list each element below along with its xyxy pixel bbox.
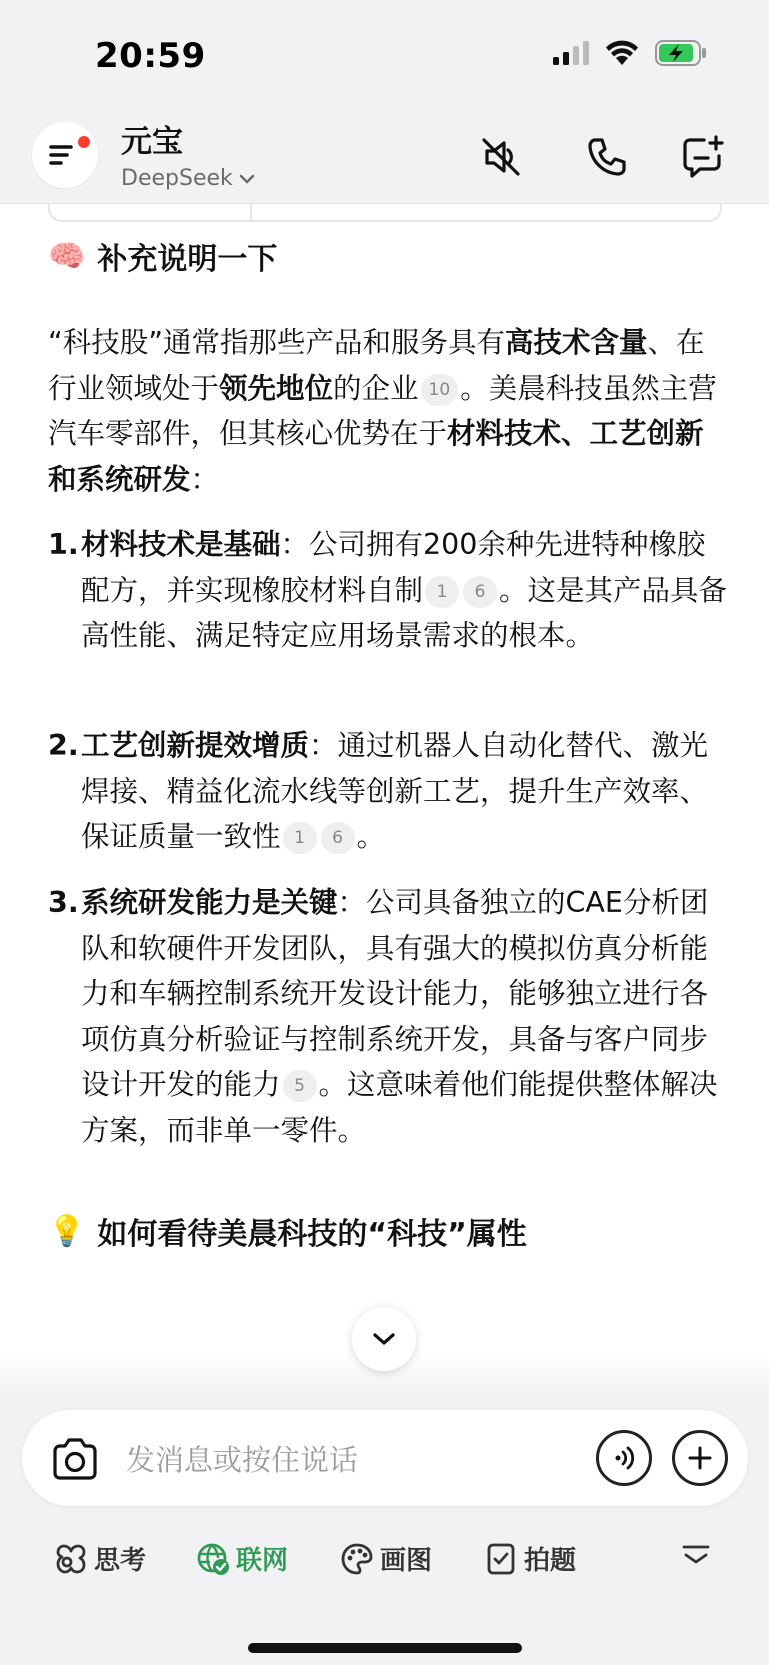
section-title: 补充说明一下 (97, 242, 278, 277)
text: ：公司具备独立的CAE分析团队和软硬件开发团队，具有强大的模拟仿真分析能力和车辆控制系统开发设计能力，能够独立进行各项仿真分析验证与控制系统开发，具备与客户同步设计开发的能力 (81, 886, 709, 1101)
chat-header (0, 110, 769, 204)
globe-check-icon (196, 1542, 230, 1576)
add-button[interactable] (672, 1430, 728, 1486)
model-name: DeepSeek (121, 166, 233, 191)
mute-button[interactable] (476, 132, 526, 182)
think-label: 思考 (94, 1546, 147, 1576)
bold-text: 高技术含量 (505, 326, 648, 359)
list-item (48, 880, 728, 1153)
cellular-signal-icon (553, 41, 589, 65)
bold-text: 材料技术是基础 (81, 528, 281, 561)
section-title: 如何看待美晨科技的“科技”属性 (97, 1217, 527, 1252)
intro-paragraph (48, 320, 728, 502)
collapse-toolbar-button[interactable] (680, 1540, 712, 1570)
text: 。美晨科技虽然主营汽车零部件，但其核心优势在于 (48, 371, 717, 450)
text: ： (190, 462, 220, 496)
web-search-label: 联网 (236, 1546, 289, 1576)
bold-text: 材料技术、工艺创新和系统研发 (48, 417, 704, 496)
menu-icon (48, 143, 82, 167)
app-title: 元宝 (121, 124, 183, 160)
list-number: 2. (48, 729, 79, 762)
think-toggle[interactable] (54, 1540, 146, 1577)
text: ：公司拥有200余种先进特种橡胶配方，并实现橡胶材料自制 (81, 528, 706, 607)
message-input-bar[interactable] (22, 1410, 748, 1506)
citation-badge[interactable]: 10 (421, 374, 459, 406)
text: 。这意味着他们能提供整体解决方案，而非单一零件。 (81, 1068, 718, 1147)
clock: 20:59 (95, 36, 206, 76)
section-heading (48, 1209, 527, 1253)
plus-icon (687, 1445, 713, 1471)
new-chat-icon (680, 134, 726, 180)
web-search-toggle[interactable] (196, 1540, 288, 1577)
new-chat-button[interactable] (678, 132, 728, 182)
text: 。 (356, 820, 386, 853)
bold-text: 领先地位 (219, 371, 334, 405)
text: “科技股”通常指那些产品和服务具有 (48, 326, 506, 359)
voice-button[interactable] (596, 1430, 652, 1486)
camera-icon (50, 1437, 100, 1481)
status-icons (553, 40, 707, 66)
battery-charging-icon (655, 40, 707, 66)
bold-text: 系统研发能力是关键 (81, 886, 338, 919)
citation-badge[interactable]: 6 (321, 822, 355, 854)
palette-icon (340, 1542, 374, 1576)
text: 、在行业领域处于 (48, 326, 705, 405)
chevron-down-icon (372, 1332, 396, 1346)
section-heading (48, 234, 277, 278)
list-item (48, 522, 728, 659)
home-indicator (248, 1643, 522, 1653)
notification-dot (78, 136, 90, 148)
wifi-icon (605, 40, 639, 66)
chevron-down-icon (239, 174, 255, 184)
text: 的企业 (333, 371, 419, 405)
photo-question-label: 拍题 (524, 1546, 577, 1576)
lightbulb-icon: 💡 (48, 1213, 86, 1249)
photo-question-toggle[interactable] (484, 1540, 576, 1577)
menu-button[interactable] (32, 122, 98, 188)
table-bottom-edge (48, 204, 722, 222)
model-selector[interactable] (121, 166, 255, 191)
collapse-icon (680, 1540, 712, 1570)
deep-think-icon (54, 1542, 88, 1576)
phone-icon (585, 135, 629, 179)
draw-label: 画图 (380, 1546, 433, 1576)
speaker-mute-icon (479, 135, 523, 179)
tool-bar (0, 1540, 769, 1590)
camera-button[interactable] (48, 1432, 102, 1486)
citation-badge[interactable]: 1 (283, 822, 317, 854)
citation-badge[interactable]: 6 (463, 576, 497, 608)
brain-icon: 🧠 (48, 238, 86, 274)
text: 。这是其产品具备高性能、满足特定应用场景需求的根本。 (81, 573, 728, 652)
bold-text: 工艺创新提效增质 (81, 729, 310, 762)
citation-badge[interactable]: 1 (425, 576, 459, 608)
voice-wave-icon (609, 1443, 639, 1473)
scroll-to-bottom-button[interactable] (352, 1307, 416, 1371)
list-number: 1. (48, 528, 79, 561)
list-item (48, 723, 728, 860)
document-check-icon (484, 1542, 518, 1576)
list-number: 3. (48, 886, 79, 919)
chat-content[interactable] (0, 204, 769, 1392)
draw-toggle[interactable] (340, 1540, 432, 1577)
status-bar (0, 0, 769, 110)
composer-area (0, 1392, 769, 1665)
text: ：通过机器人自动化替代、激光焊接、精益化流水线等创新工艺，提升生产效率、保证质量一致性 (81, 729, 709, 853)
message-input-placeholder[interactable]: 发消息或按住说话 (126, 1443, 359, 1477)
citation-badge[interactable]: 5 (283, 1070, 317, 1102)
call-button[interactable] (582, 132, 632, 182)
